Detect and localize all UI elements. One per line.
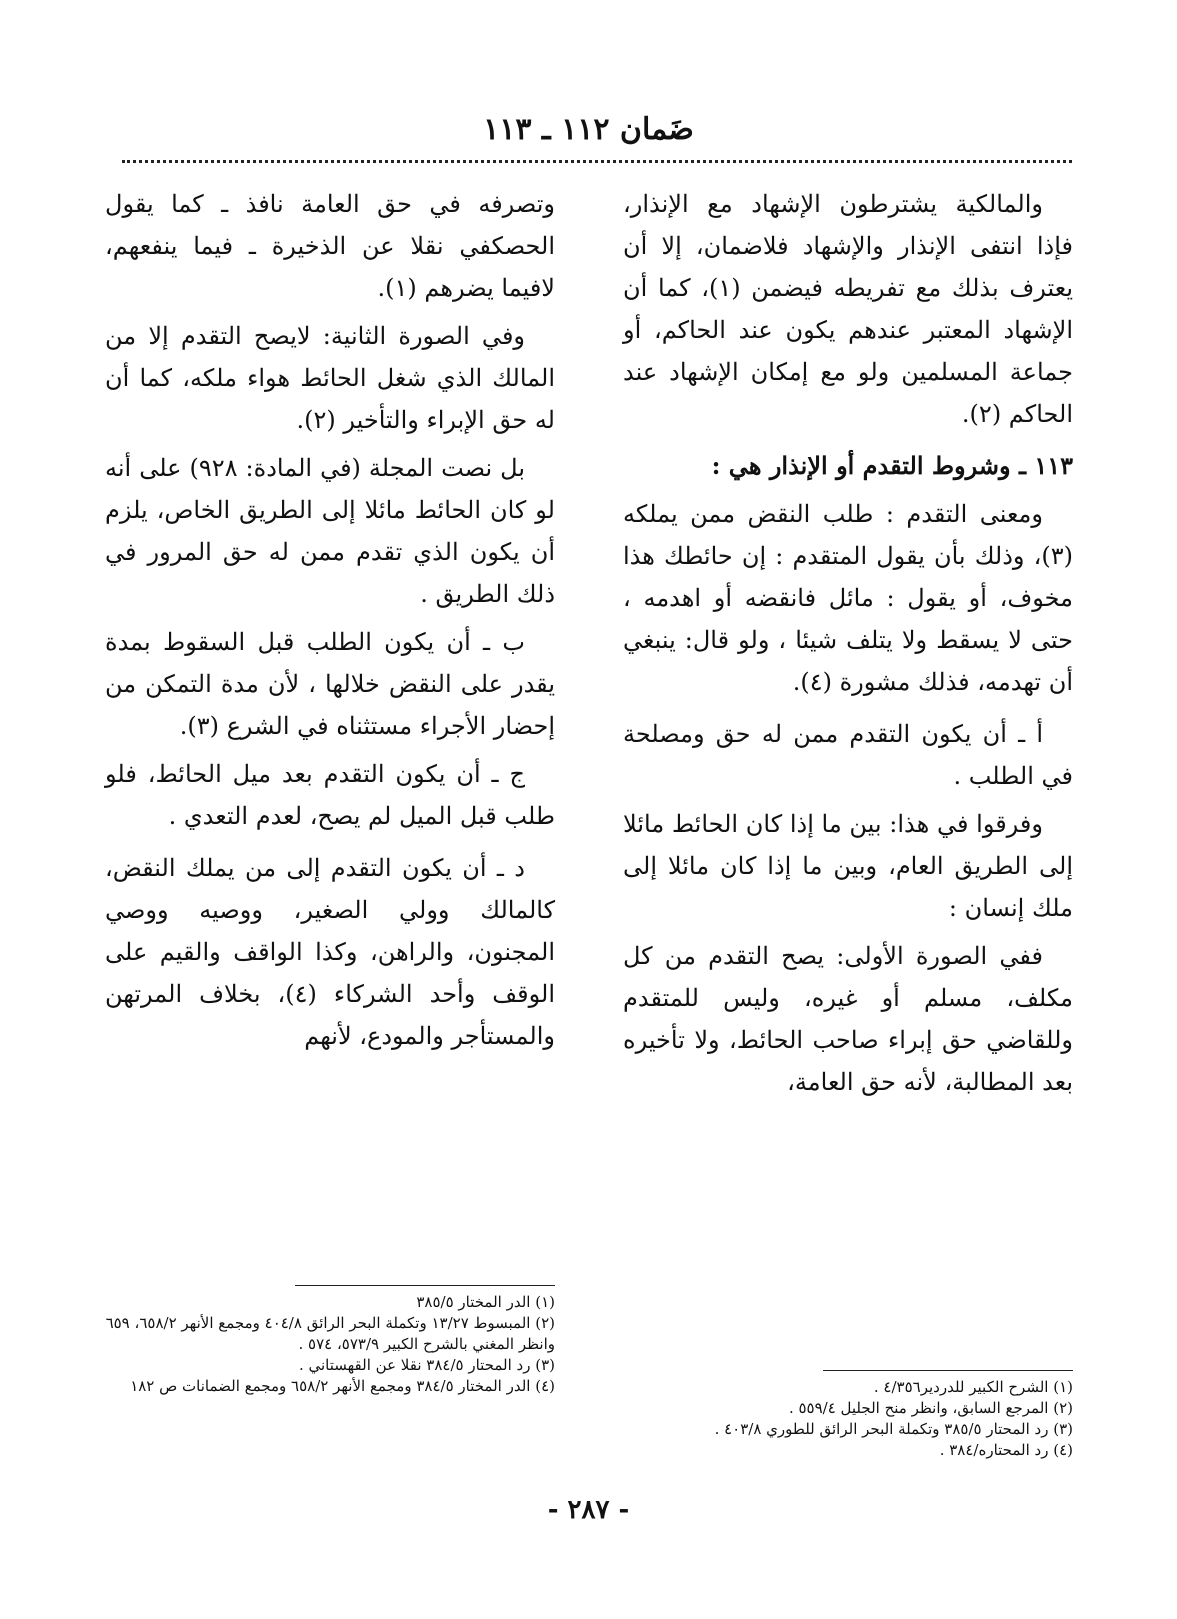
header-dotted-rule	[122, 160, 1072, 163]
paragraph: بل نصت المجلة (في المادة: ٩٢٨) على أنه لو كان الحائط مائلا إلى الطريق الخاص، يلزم أن يكون الذي تقدم ممن له حق المرور في ذلك الطريق .	[105, 454, 555, 608]
paragraph: أ ـ أن يكون التقدم ممن له حق ومصلحة في الطلب .	[623, 720, 1073, 790]
section-heading: ١١٣ ـ وشروط التقدم أو الإنذار هي :	[711, 451, 1073, 480]
paragraph: وفرقوا في هذا: بين ما إذا كان الحائط مائلا إلى الطريق العام، وبين ما إذا كان مائلا إلى ملك إنسان :	[623, 810, 1073, 922]
paragraph: ب ـ أن يكون الطلب قبل السقوط بمدة يقدر على النقض خلالها ، لأن مدة التمكن من إحضار الأجراء مستثناه في الشرع (٣).	[105, 628, 555, 740]
footnote: (٢) المبسوط ١٣/٢٧ وتكملة البحر الرائق ٤٠٤/٨ ومجمع الأنهر ٦٥٨/٢، ٦٥٩ وانظر المغني بالشرح الكبير ٥٧٣/٩، ٥٧٤ .	[105, 1314, 555, 1353]
footnote: (١) الدر المختار ٣٨٥/٥	[416, 1293, 555, 1311]
footnotes-left	[105, 1292, 555, 1397]
paragraph: والمالكية يشترطون الإشهاد مع الإنذار، فإذا انتفى الإنذار والإشهاد فلاضمان، إلا أن يعترف بذلك مع تفريطه فيضمن (١)، كما أن الإشهاد المعتبر عندهم يكون عند الحاكم، أو جماعة المسلمين ولو مع إمكان الإشهاد عند الحاكم (٢).	[623, 190, 1073, 428]
footnote: (٤) الدر المختار ٣٨٤/٥ ومجمع الأنهر ٦٥٨/٢ ومجمع الضمانات ص ١٨٢	[130, 1377, 555, 1395]
footnote-rule-left	[295, 1285, 555, 1286]
page-number: - ٢٨٧ -	[547, 1495, 630, 1525]
paragraph: د ـ أن يكون التقدم إلى من يملك النقض، كالمالك وولي الصغير، ووصيه ووصي المجنون، والراهن، وكذا الواقف والقيم على الوقف وأحد الشركاء (٤)، بخلاف المرتهن والمستأجر والمودع، لأنهم	[105, 854, 555, 1050]
paragraph: وتصرفه في حق العامة نافذ ـ كما يقول الحصكفي نقلا عن الذخيرة ـ فيما ينفعهم، لافيما يضرهم (١).	[105, 190, 555, 302]
paragraph: ففي الصورة الأولى: يصح التقدم من كل مكلف، مسلم أو غيره، وليس للمتقدم وللقاضي حق إبراء صاحب الحائط، ولا تأخيره بعد المطالبة، لأنه حق العامة،	[623, 942, 1073, 1096]
footnote: (٤) رد المحتاره/٣٨٤ .	[939, 1441, 1073, 1459]
running-header: ضَمان ١١٢ ـ ١١٣	[483, 112, 694, 147]
footnotes-right	[623, 1377, 1073, 1461]
paragraph: وفي الصورة الثانية: لايصح التقدم إلا من المالك الذي شغل الحائط هواء ملكه، كما أن له حق الإبراء والتأخير (٢).	[105, 322, 555, 434]
footnote: (٢) المرجع السابق، وانظر منح الجليل ٥٥٩/٤ .	[788, 1399, 1073, 1417]
left-column	[105, 183, 555, 1063]
paragraph: ومعنى التقدم : طلب النقض ممن يملكه (٣)، وذلك بأن يقول المتقدم : إن حائطك هذا مخوف، أو يقول : مائل فانقضه أو اهدمه ، حتى لا يسقط ولا يتلف شيئا ، ولو قال: ينبغي أن تهدمه، فذلك مشورة (٤).	[623, 500, 1073, 696]
right-column	[623, 183, 1073, 1109]
footnote: (١) الشرح الكبير للدردير٤/٣٥٦ .	[873, 1378, 1073, 1396]
paragraph: ج ـ أن يكون التقدم بعد ميل الحائط، فلو طلب قبل الميل لم يصح، لعدم التعدي .	[105, 760, 555, 830]
footnote: (٣) رد المحتار ٣٨٥/٥ وتكملة البحر الرائق للطوري ٤٠٣/٨ .	[714, 1420, 1073, 1438]
footnote-rule-right	[823, 1370, 1073, 1371]
footnote: (٣) رد المحتار ٣٨٤/٥ نقلا عن القهستاني .	[298, 1356, 555, 1374]
